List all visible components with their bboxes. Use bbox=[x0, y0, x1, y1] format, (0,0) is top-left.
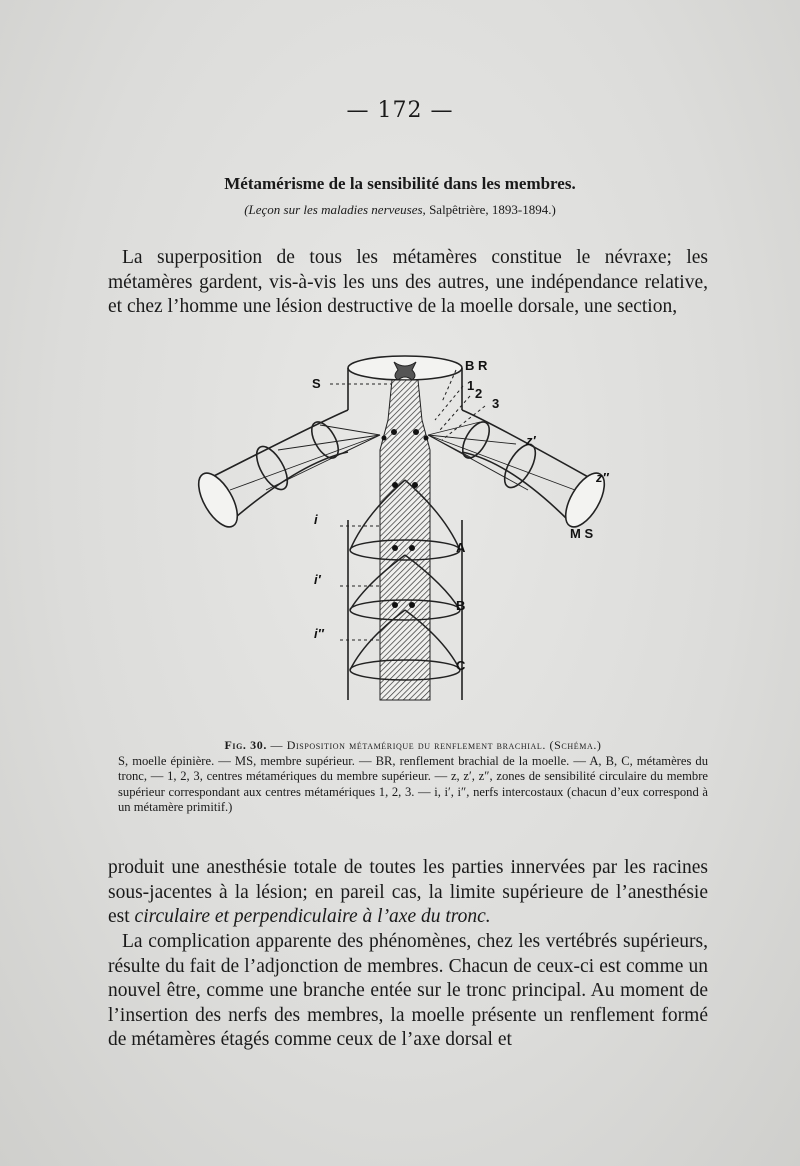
label-C: C bbox=[456, 658, 466, 673]
label-1: 1 bbox=[467, 378, 475, 393]
caption-text: S, moelle épinière. — MS, membre supérieur. — BR, renflement brachial de la moelle. — A, B, C, métamères du tronc, — 1, 2, 3, centres métamériques du membre supérieur. — z, z′, z″, zones de sensibilité circulaire du membre supérieur correspondant aux centres métamériques 1, 2, 3. — i, i′, i″, nerfs intercostaux (chacun d’eux correspond à un métamère primitif.) bbox=[118, 754, 708, 814]
paragraph-1: La superposition de tous les métamères constitue le névraxe; les métamères gardent, vis-à-vis les uns des autres, une indépendance relative, et chez l’homme une lésion destructive de la moelle dorsale, une section, bbox=[108, 247, 708, 317]
label-z1: z′ bbox=[526, 433, 536, 448]
right-limb bbox=[428, 410, 612, 533]
label-2: 2 bbox=[475, 386, 483, 401]
citation-rest: Salpêtrière, 1893-1894.) bbox=[425, 202, 556, 217]
paragraph-2-text: produit une anesthésie totale de toutes les parties innervées par les racines sous-jacentes à la lésion; en pareil cas, la limite supérieure de l’anesthésie est bbox=[108, 857, 708, 927]
page-number: — 172 — bbox=[346, 98, 454, 123]
label-z2: z″ bbox=[596, 470, 609, 485]
label-i: i bbox=[314, 512, 318, 527]
paragraph-3: La complication apparente des phénomènes, chez les vertébrés supérieurs, résulte du fait de l’adjonction de membres. Chacun de ceux-ci est comme un nouvel être, comme une branche entée sur le tronc principal. Au moment de l’insertion des nerfs des membres, la moelle présente un renflement formé de métamères étagés comme ceux de l’axe dorsal et bbox=[108, 931, 708, 1050]
caption-title: — Disposition métamérique du renflement brachial. (Schéma.) bbox=[266, 738, 602, 752]
caption-fig-label: Fig. 30. bbox=[224, 738, 267, 752]
figure-30 bbox=[180, 340, 620, 740]
paragraph-2 bbox=[108, 856, 708, 930]
label-i2: i″ bbox=[314, 626, 324, 641]
caption-heading bbox=[118, 738, 708, 753]
section-title: Métamérisme de la sensibilité dans les membres. bbox=[224, 174, 576, 193]
label-3: 3 bbox=[492, 396, 500, 411]
citation bbox=[0, 202, 800, 218]
citation-italic: (Leçon sur les maladies nerveuses, bbox=[244, 202, 426, 217]
figure-labels bbox=[312, 358, 610, 673]
figure-caption bbox=[118, 738, 708, 815]
label-B: B bbox=[456, 598, 466, 613]
label-S: S bbox=[312, 376, 321, 391]
paragraph-2-italic: circulaire et perpendiculaire à l’axe du tronc. bbox=[134, 906, 491, 927]
label-BR: B R bbox=[465, 358, 488, 373]
spinal-cord-diagram bbox=[180, 340, 620, 740]
label-i1: i′ bbox=[314, 572, 321, 587]
left-limb bbox=[191, 410, 380, 533]
label-MS: M S bbox=[570, 526, 594, 541]
label-A: A bbox=[456, 540, 466, 555]
